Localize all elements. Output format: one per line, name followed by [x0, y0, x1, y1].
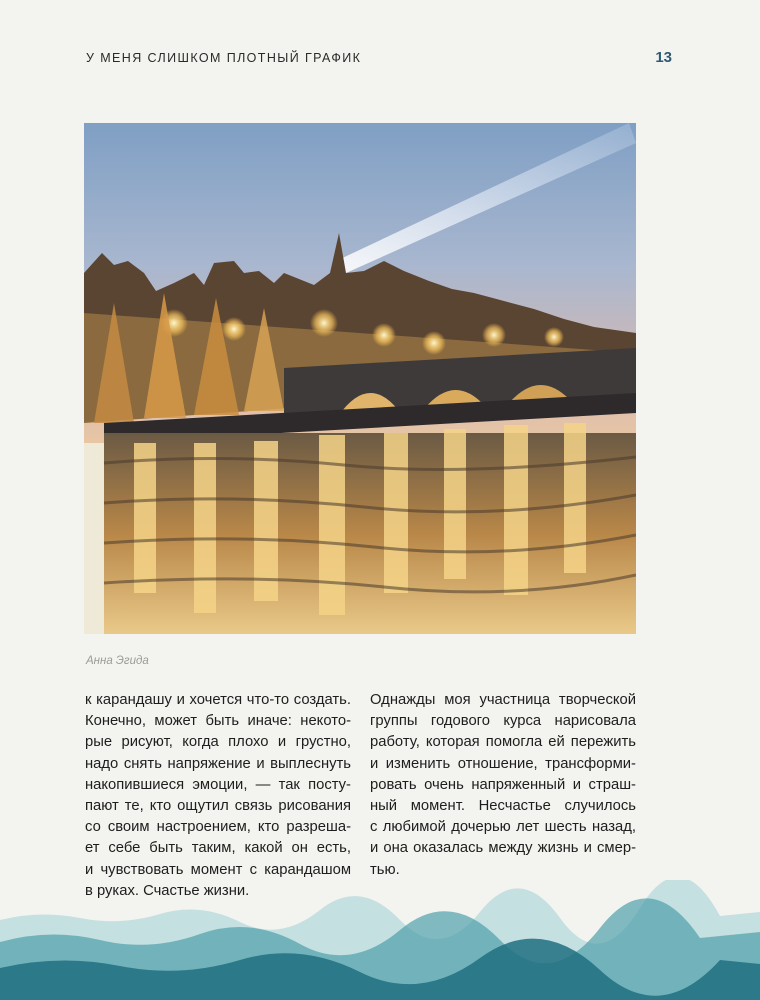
text-line: работу, которая помогла ей пережить	[370, 734, 636, 751]
text-line: пают те, кто ощутил связь рисования	[85, 798, 351, 815]
text-line: накопившиеся эмоции, — так посту-	[85, 776, 351, 793]
running-head: У МЕНЯ СЛИШКОМ ПЛОТНЫЙ ГРАФИК	[86, 51, 362, 65]
page-number: 13	[655, 49, 672, 66]
text-line: Однажды моя участница творческой	[370, 692, 636, 708]
text-line: надо снять напряжение и выплеснуть	[85, 755, 351, 772]
artwork-image	[84, 123, 636, 634]
text-line: группы годового курса нарисовала	[370, 713, 636, 730]
text-line: Конечно, может быть иначе: некото-	[85, 713, 351, 730]
body-column-right	[370, 690, 636, 881]
text-line: рые рисуют, когда плохо и грустно,	[85, 734, 351, 751]
text-line: и она оказалась между жизнь и смер-	[370, 840, 636, 857]
text-line: ровать очень напряженный и страш-	[370, 776, 636, 793]
text-line: в руках. Счастье жизни.	[85, 882, 250, 899]
text-line: с любимой дочерью лет шесть назад,	[370, 819, 636, 836]
text-line: ный момент. Несчастье случилось	[370, 798, 636, 815]
image-caption: Анна Эгида	[86, 655, 149, 667]
text-line: к карандашу и хочется что-то создать.	[85, 692, 351, 708]
text-line: и чувствовать момент с карандашом	[85, 861, 351, 878]
text-line: тью.	[370, 861, 400, 878]
watercolor-border	[0, 880, 760, 1000]
text-line: со своим настроением, кто разреша-	[85, 819, 351, 836]
text-line: ет себе быть таким, какой он есть,	[85, 840, 351, 857]
body-column-left	[85, 690, 351, 902]
text-line: и изменить отношение, трансформи-	[370, 755, 636, 772]
